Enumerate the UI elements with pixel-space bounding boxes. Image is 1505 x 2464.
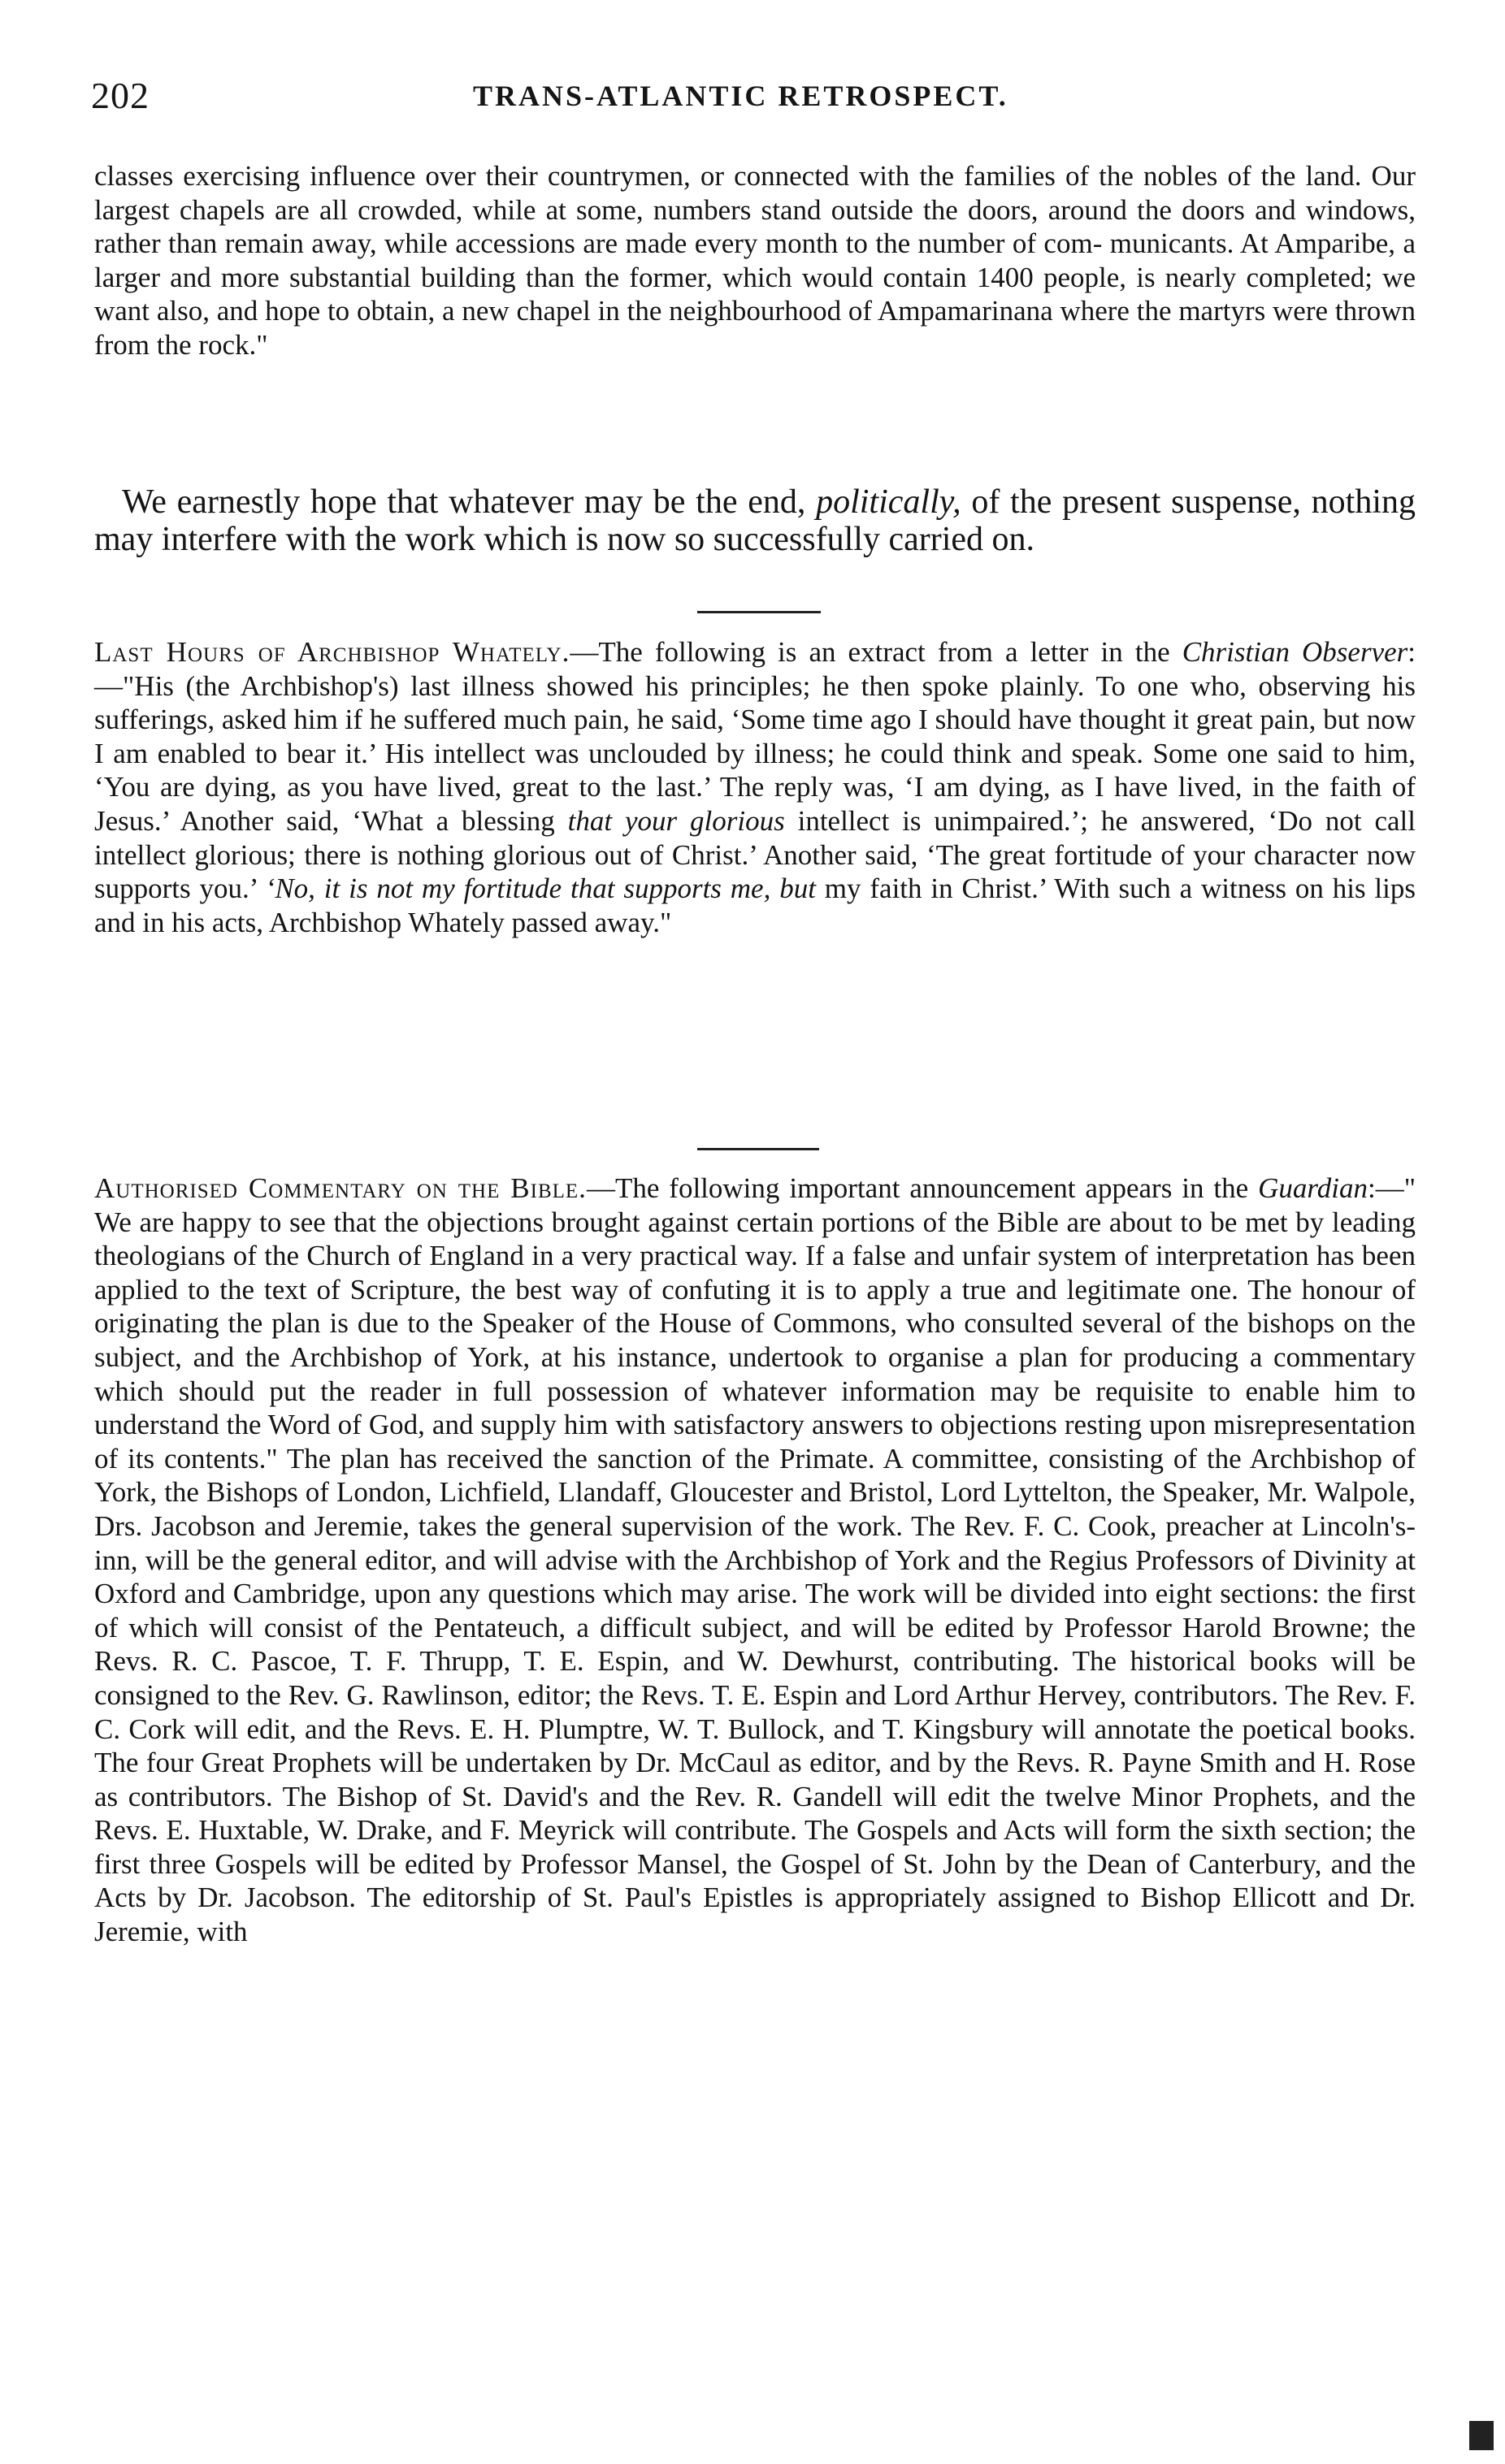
text-run: :—"His (the Archbishop's) last illness showed his principles; he then spoke plainly. To one who, observing his sufferings, asked him if he suffered much pain, he said, ‘Some time ago I should have thought it great pain, but now I am enabled to bear it.’ His intellect was unclouded by illness; he could think and speak. Some one said to him, ‘You are dying, as you have lived, great to the last.’ The reply was, ‘I am dying, as I have lived, in the faith of Jesus.’ Another said, ‘What a blessing <box>94 636 1416 837</box>
commentary-article <box>94 1171 1416 1949</box>
text-run: intellect is unimpaired.’; he answered, ‘Do not call intellect glorious; there is nothing glorious out of Christ.’ Another said, ‘The great fortitude of your character now supports you.’ <box>94 804 1416 905</box>
page-number: 202 <box>91 75 150 116</box>
section-divider <box>697 1148 819 1150</box>
italic-run: politically, <box>816 483 961 521</box>
paragraph-text <box>94 635 1416 939</box>
text-run: We earnestly hope that whatever may be the end, <box>122 483 817 521</box>
text-run: —The following is an extract from a letter in the <box>570 636 1182 668</box>
source-title: Guardian <box>1258 1172 1368 1204</box>
text-run: :—" We are happy to see that the objections brought against certain portions of the Bible are about to be met by leading theologians of the Church of England in a very practical way. If a false and unfair system of interpretation has been applied to the text of Scripture, the best way of confuting it is to apply a true and legitimate one. The honour of originating the plan is due to the Speaker of the House of Commons, who consulted several of the bishops on the subject, and the Archbishop of York, at his instance, undertook to organise a plan for producing a commentary which should put the reader in full possession of whatever information may be requisite to enable him to understand the Word of God, and supply him with satisfactory answers to objections resting upon misrepresentation of its contents." The plan has received the sanction of the Primate. A committee, consisting of the Archbishop of York, the Bishops of London, Lichfield, Llandaff, Gloucester and Bristol, Lord Lyttelton, the Speaker, Mr. Walpole, Drs. Jacobson and Jeremie, takes the general supervision of the work. The Rev. F. C. Cook, preacher at Lincoln's-inn, will be the general editor, and will advise with the Archbishop of York and the Regius Professors of Divinity at Oxford and Cambridge, upon any questions which may arise. The work will be divided into eight sections: the first of which will consist of the Pentateuch, a difficult subject, and will be edited by Professor Harold Browne; the Revs. R. C. Pascoe, T. F. Thrupp, T. E. Espin, and W. Dewhurst, contributing. The historical books will be consigned to the Rev. G. Rawlinson, editor; the Revs. T. E. Espin and Lord Arthur Hervey, contributors. The Rev. F. C. Cork will edit, and the Revs. E. H. Plumptre, W. T. Bullock, and T. Kingsbury will annotate the poetical books. The four Great Prophets will be undertaken by Dr. McCaul as editor, and by the Revs. R. Payne Smith and H. Rose as contributors. The Bishop of St. David's and the Rev. R. Gandell will edit the twelve Minor Prophets, and the Revs. E. Huxtable, W. Drake, and F. Meyrick will contribute. The Gospels and Acts will form the sixth section; the first three Gospels will be edited by Professor Mansel, the Gospel of St. John by the Dean of Canterbury, and the Acts by Dr. Jacobson. The editorship of St. Paul's Epistles is appropriately assigned to Bishop Ellicott and Dr. Jeremie, with <box>94 1172 1416 1948</box>
text-run: my faith in Christ.’ With such a witness on his lips and in his acts, Archbishop Whately passed away." <box>94 873 1416 938</box>
italic-run: ‘No, it is not my fortitude that supports me, but <box>265 873 816 905</box>
paragraph-text: classes exercising influence over their countrymen, or connected with the families of the nobles of the land. Our largest chapels are all crowded, while at some, numbers stand outside the doors, around the doors and windows, rather than remain away, while accessions are made every month to the number of com- municants. At Amparibe, a larger and more substantial building than the former, which would contain 1400 people, is nearly completed; we want also, and hope to obtain, a new chapel in the neighbourhood of Ampamarinana where the martyrs were thrown from the rock." <box>94 160 1416 361</box>
whately-article <box>94 635 1416 939</box>
source-title: Christian Observer <box>1182 636 1408 668</box>
section-divider <box>697 611 821 613</box>
article-heading: Authorised Commentary on the Bible. <box>94 1172 587 1204</box>
running-head: TRANS-ATLANTIC RETROSPECT. <box>473 80 1008 112</box>
paragraph-text <box>94 484 1416 558</box>
continued-quote-paragraph <box>94 159 1416 362</box>
paragraph-text <box>94 1171 1416 1949</box>
editorial-comment-paragraph <box>94 484 1416 558</box>
italic-run: that your glorious <box>567 804 785 837</box>
article-heading: Last Hours of Archbishop Whately. <box>94 636 570 668</box>
scan-corner-mark <box>1469 2421 1494 2450</box>
page-header <box>91 71 1417 120</box>
text-run: —The following important announcement appears in the <box>586 1172 1259 1204</box>
text-run: of the present suspense, nothing may interfere with the work which is now so successfully carried on. <box>94 483 1416 558</box>
